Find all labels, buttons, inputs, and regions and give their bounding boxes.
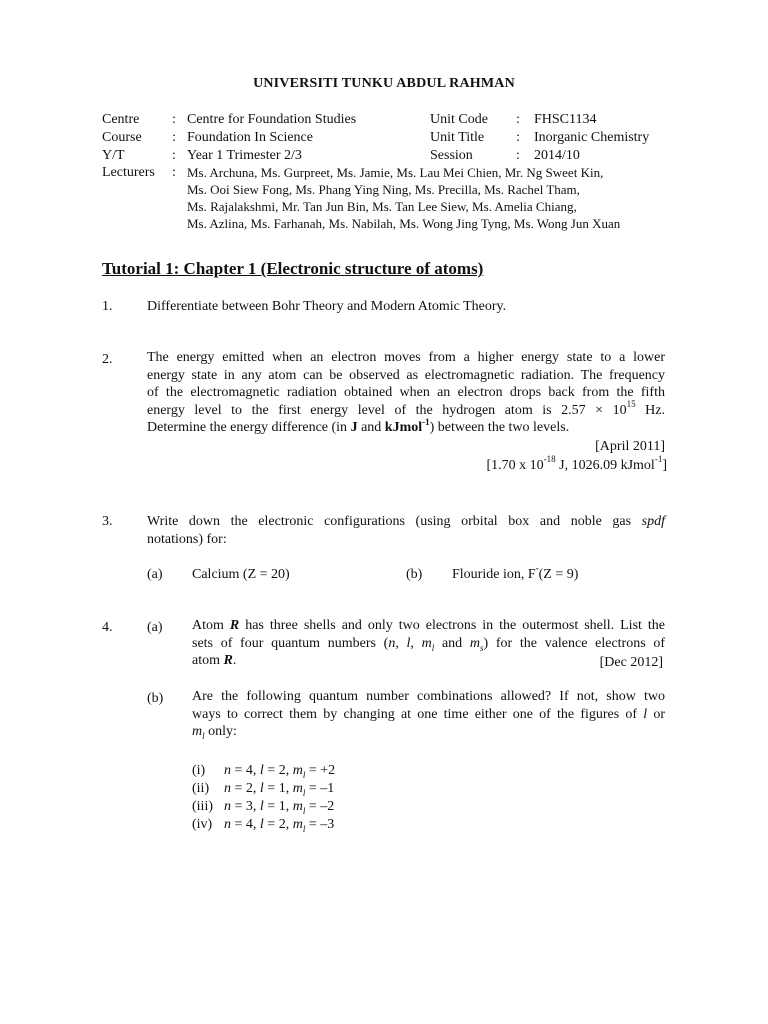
text: atom xyxy=(192,653,224,669)
text: = xyxy=(305,817,321,832)
atom-symbol: R xyxy=(229,618,240,633)
text: , xyxy=(252,781,260,796)
value: 2 xyxy=(245,781,253,796)
value: –1 xyxy=(320,781,335,796)
text: , xyxy=(285,763,293,778)
value: 3 xyxy=(245,799,253,814)
symbol: m xyxy=(292,799,303,814)
subscript: s xyxy=(480,642,484,653)
symbol: l xyxy=(643,706,648,722)
question-2-answer xyxy=(486,454,667,474)
unit-kjmol xyxy=(384,416,430,436)
label-yt: Y/T xyxy=(102,148,125,163)
question-2-reference: [April 2011] xyxy=(595,439,665,454)
subscript: l xyxy=(302,787,306,798)
value: 4 xyxy=(245,817,253,832)
question-number: 2. xyxy=(102,352,113,367)
university-name: UNIVERSITI TUNKU ABDUL RAHMAN xyxy=(253,76,515,91)
lecturers-line-1: Ms. Archuna, Ms. Gurpreet, Ms. Jamie, Ms. Lau Mei Chien, Mr. Ng Sweet Kin, xyxy=(187,165,604,180)
value: 1 xyxy=(278,799,286,814)
text: , xyxy=(285,817,293,832)
text-line xyxy=(192,723,665,741)
text: or xyxy=(647,706,665,722)
value: 2 xyxy=(278,817,286,832)
superscript: 15 xyxy=(626,399,636,410)
symbol: l xyxy=(259,781,264,796)
lecturers-line-2: Ms. Ooi Siew Fong, Ms. Phang Ying Ning, Ms. Precilla, Ms. Rachel Tham, xyxy=(187,182,580,197)
text-line: of the electromagnetic radiation obtained when an electron drops back from the fifth xyxy=(147,385,665,401)
text: , xyxy=(410,635,422,651)
question-number: 4. xyxy=(102,620,113,635)
atom-symbol: R xyxy=(223,653,233,669)
symbol: m xyxy=(192,724,203,740)
text-line xyxy=(192,706,665,724)
text-line: The energy emitted when an electron moves from a higher energy state to a lower xyxy=(147,350,665,365)
superscript: - xyxy=(535,563,539,574)
question-2-text xyxy=(147,349,665,437)
text: and xyxy=(434,635,470,651)
text-line xyxy=(147,513,665,531)
text: = xyxy=(263,799,279,814)
question-number: 1. xyxy=(102,299,113,314)
lecturers-line-4: Ms. Azlina, Ms. Farhanah, Ms. Nabilah, Ms. Wong Jing Tyng, Ms. Wong Jun Xuan xyxy=(187,216,621,231)
superscript: -18 xyxy=(543,454,556,465)
symbol: m xyxy=(421,635,432,651)
value-centre: Centre for Foundation Studies xyxy=(187,112,357,127)
text: Write down the electronic configurations (using orbital box and noble gas xyxy=(147,514,642,529)
sub-label: (b) xyxy=(406,567,423,582)
text: , xyxy=(285,781,293,796)
label-unit-title: Unit Title xyxy=(430,130,485,145)
text: energy level to the first energy level of the hydrogen atom is 2.57 × 10 xyxy=(147,402,627,418)
label-course: Course xyxy=(102,130,142,145)
text: kJmol xyxy=(384,420,423,436)
text: [1.70 x 10 xyxy=(486,458,544,473)
value-course: Foundation In Science xyxy=(187,130,313,145)
symbol: l xyxy=(259,763,264,778)
text: sets of four quantum numbers ( xyxy=(192,635,389,651)
question-1-text: Differentiate between Bohr Theory and Modern Atomic Theory. xyxy=(147,299,507,314)
value: 2 xyxy=(278,763,286,778)
value-unit-title: Inorganic Chemistry xyxy=(534,130,650,145)
label-lecturers: Lecturers xyxy=(102,165,155,180)
colon: : xyxy=(516,148,520,163)
text: ] xyxy=(662,458,667,473)
colon: : xyxy=(516,112,520,127)
text: = xyxy=(231,781,246,796)
symbol: n xyxy=(224,781,231,796)
value: +2 xyxy=(320,763,336,778)
value-yt: Year 1 Trimester 2/3 xyxy=(187,148,302,163)
text: , xyxy=(285,799,293,814)
subscript: l xyxy=(202,730,205,741)
text-line: notations) for: xyxy=(147,531,227,547)
subscript: l xyxy=(431,642,435,653)
value: –3 xyxy=(320,817,335,832)
text: ) for the valence electrons of xyxy=(483,635,666,651)
symbol: l xyxy=(406,635,411,651)
text: . xyxy=(232,653,237,669)
list-item xyxy=(224,798,334,815)
value: –2 xyxy=(320,799,335,814)
list-item xyxy=(224,762,335,779)
text: , xyxy=(252,799,260,814)
text: Determine the energy difference (in xyxy=(147,420,351,436)
superscript: -1 xyxy=(654,454,663,465)
text: , xyxy=(252,817,260,832)
value: 4 xyxy=(245,763,253,778)
text: = xyxy=(305,799,321,814)
text-line xyxy=(192,652,665,670)
text: has three shells and only two electrons in the outermost shell. List the xyxy=(239,618,665,633)
text: = xyxy=(231,763,246,778)
text: and xyxy=(357,420,385,436)
subscript: l xyxy=(302,805,306,816)
text-line: energy state in any atom can be observed as electromagnetic radiation. The frequency xyxy=(147,367,665,383)
symbol: n xyxy=(388,635,396,651)
list-item-label: (ii) xyxy=(192,781,210,796)
sub-label: (a) xyxy=(147,620,163,635)
unit-j: J xyxy=(350,420,358,436)
label-centre: Centre xyxy=(102,112,140,127)
symbol: n xyxy=(224,817,231,832)
colon: : xyxy=(172,148,176,163)
symbol: l xyxy=(259,799,264,814)
superscript: -1 xyxy=(422,416,430,427)
list-item-label: (iv) xyxy=(192,817,213,832)
label-unit-code: Unit Code xyxy=(430,112,488,127)
question-3-text xyxy=(147,513,665,548)
text: = xyxy=(263,763,279,778)
text: Atom xyxy=(192,618,230,633)
italic-text: spdf xyxy=(641,514,665,529)
symbol: n xyxy=(224,763,231,778)
text-line xyxy=(192,617,665,635)
text: = xyxy=(305,781,321,796)
text-line xyxy=(147,416,665,437)
text: only: xyxy=(204,724,237,740)
sub-label: (b) xyxy=(147,691,164,706)
colon: : xyxy=(172,130,176,145)
value-session: 2014/10 xyxy=(534,148,580,163)
sub-label: (a) xyxy=(147,567,163,582)
question-3b-text xyxy=(452,563,579,583)
symbol: m xyxy=(469,635,480,651)
list-item xyxy=(224,816,334,833)
text: = xyxy=(263,817,279,832)
label-session: Session xyxy=(430,148,473,163)
question-4a-reference: [Dec 2012] xyxy=(599,655,663,670)
question-3a-text: Calcium (Z = 20) xyxy=(192,567,290,582)
text: , xyxy=(395,635,407,651)
symbol: n xyxy=(224,799,231,814)
question-number: 3. xyxy=(102,514,113,529)
question-4a-text xyxy=(192,617,665,670)
text-line: Are the following quantum number combinations allowed? If not, show two xyxy=(192,689,665,704)
text: Hz. xyxy=(635,402,665,418)
lecturers-line-3: Ms. Rajalakshmi, Mr. Tan Jun Bin, Ms. Tan Lee Siew, Ms. Amelia Chiang, xyxy=(187,199,577,214)
list-item-label: (i) xyxy=(192,763,206,778)
text: = xyxy=(231,799,246,814)
value-unit-code: FHSC1134 xyxy=(534,112,597,127)
subscript: l xyxy=(302,823,306,834)
text-line xyxy=(147,399,665,420)
text: = xyxy=(231,817,246,832)
text: J, 1026.09 kJmol xyxy=(555,458,655,473)
text: Flouride ion, F xyxy=(452,567,536,582)
text: = xyxy=(263,781,279,796)
question-4b-text xyxy=(192,688,665,741)
text: = xyxy=(305,763,321,778)
colon: : xyxy=(516,130,520,145)
text: (Z = 9) xyxy=(538,567,579,582)
symbol: l xyxy=(259,817,264,832)
tutorial-title: Tutorial 1: Chapter 1 (Electronic structure of atoms) xyxy=(102,259,484,278)
colon: : xyxy=(172,112,176,127)
text: , xyxy=(252,763,260,778)
list-item xyxy=(224,780,334,797)
text: ) between the two levels. xyxy=(429,420,570,436)
symbol: m xyxy=(292,817,303,832)
subscript: l xyxy=(302,769,306,780)
text: ways to correct them by changing at one time either one of the figures of xyxy=(192,706,644,722)
list-item-label: (iii) xyxy=(192,799,213,814)
value: 1 xyxy=(278,781,286,796)
symbol: m xyxy=(292,763,303,778)
colon: : xyxy=(172,165,176,180)
symbol: m xyxy=(292,781,303,796)
text-line xyxy=(192,635,665,653)
